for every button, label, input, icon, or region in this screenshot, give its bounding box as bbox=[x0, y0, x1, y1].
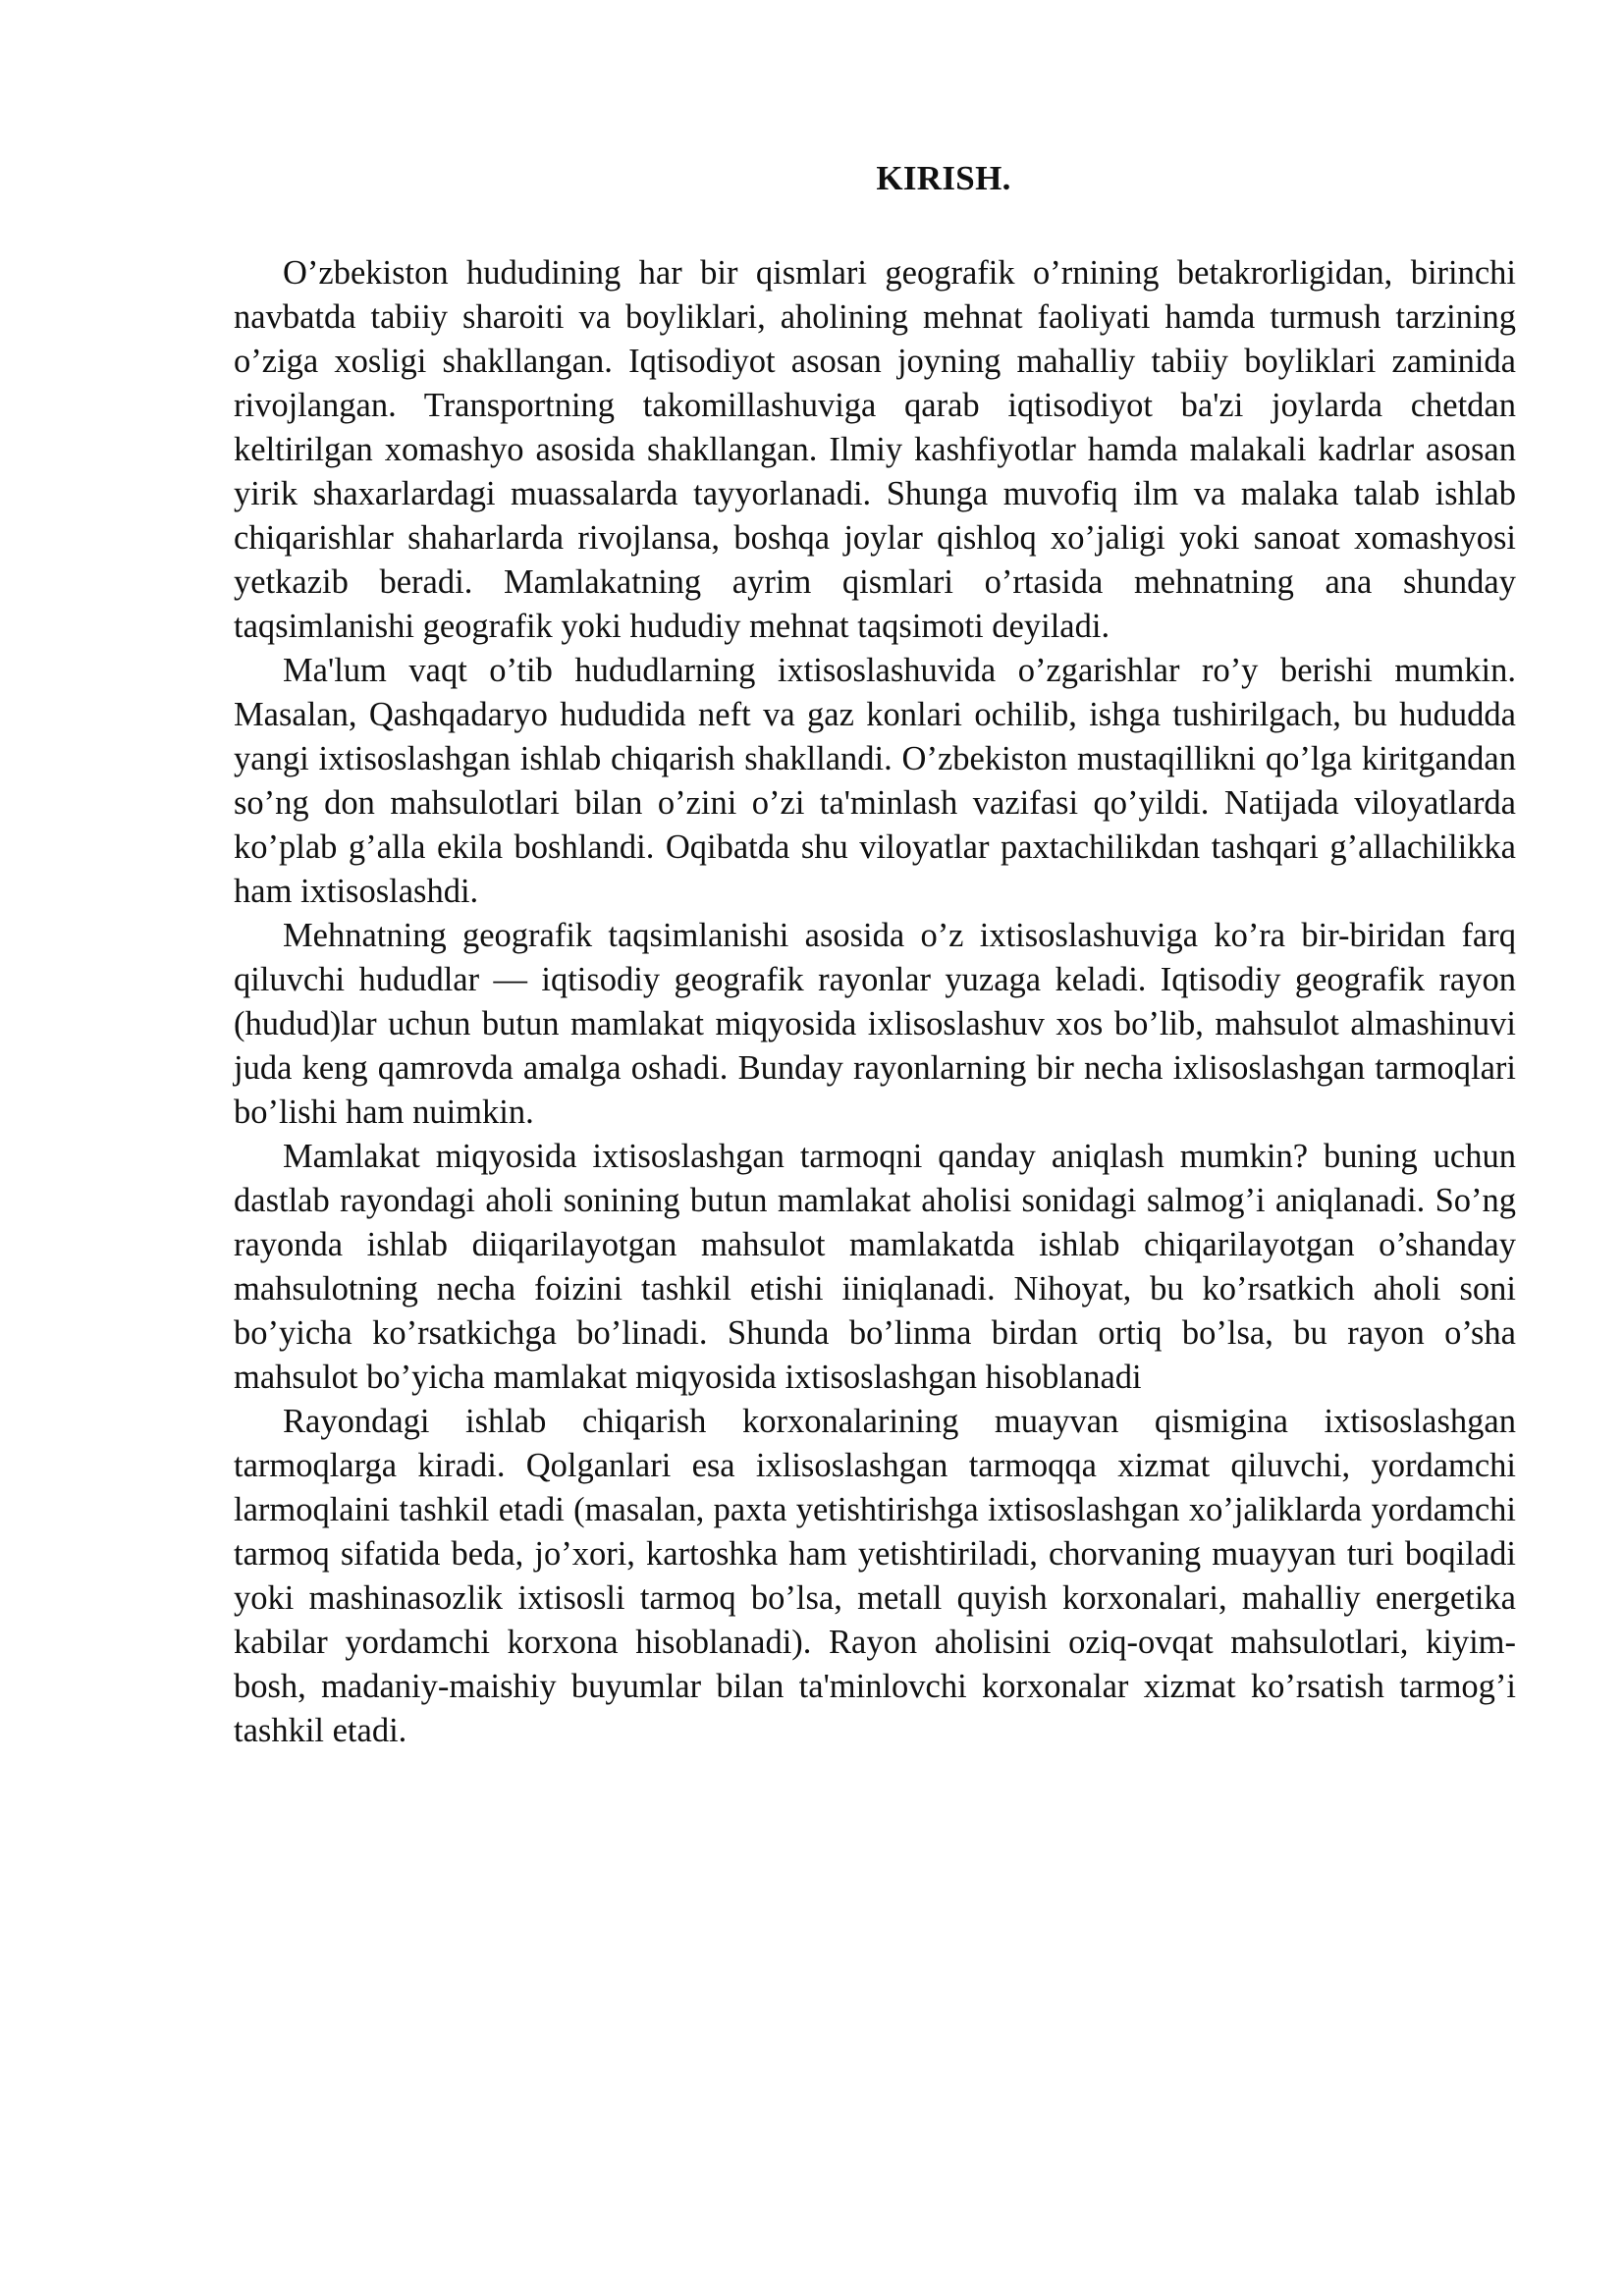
document-content bbox=[234, 155, 1516, 1753]
paragraph-2: Ma'lum vaqt o’tib hududlarning ixtisoslashuvida o’zgarishlar ro’y berishi mumkin. Masalan, Qashqadaryo hududida neft va gaz konlari ochilib, ishga tushirilgach, bu hududda yangi ixtisoslashgan ishlab chiqarish shakllandi. O’zbekiston mustaqillikni qo’lga kiritgandan so’ng don mahsulotlari bilan o’zini o’zi ta'minlash vazifasi qo’yildi. Natijada viloyatlarda ko’plab g’alla ekila boshlandi. Oqibatda shu viloyatlar paxtachilikdan tashqari g’allachilikka ham ixtisoslashdi. bbox=[234, 652, 1516, 910]
paragraph-5: Rayondagi ishlab chiqarish korxonalarining muayvan qismigina ixtisoslashgan tarmoqlarga kiradi. Qolganlari esa ixlisoslashgan tarmoqqa xizmat qiluvchi, yordamchi larmoqlaini tashkil etadi (masalan, paxta yetishtirishga ixtisoslashgan xo’jaliklarda yordamchi tarmoq sifatida beda, jo’xori, kartoshka ham yetishtiriladi, chorvaning muayyan turi boqiladi yoki mashinasozlik ixtisosli tarmoq bo’lsa, metall quyish korxonalari, mahalliy energetika kabilar yordamchi korxona hisoblanadi). Rayon aholisini oziq-ovqat mahsulotlari, kiyim-bosh, madaniy-maishiy buyumlar bilan ta'minlovchi korxonalar xizmat ko’rsatish tarmog’i tashkil etadi. bbox=[234, 1403, 1516, 1749]
paragraph-4: Mamlakat miqyosida ixtisoslashgan tarmoqni qanday aniqlash mumkin? buning uchun dastlab rayondagi aholi sonining butun mamlakat aholisi sonidagi salmog’i aniqlanadi. So’ng rayonda ishlab diiqarilayotgan mahsulot mamlakatda ishlab chiqarilayotgan o’shanday mahsulotning necha foizini tashkil etishi iiniqlanadi. Nihoyat, bu ko’rsatkich aholi soni bo’yicha ko’rsatkichga bo’linadi. Shunda bo’linma birdan ortiq bo’lsa, bu rayon o’sha mahsulot bo’yicha mamlakat miqyosida ixtisoslashgan hisoblanadi bbox=[234, 1138, 1516, 1396]
paragraph-1: O’zbekiston hududining har bir qismlari geografik o’rnining betakrorligidan, birinchi navbatda tabiiy sharoiti va boyliklari, aholining mehnat faoliyati hamda turmush tarzining o’ziga xosligi shakllangan. Iqtisodiyot asosan joyning mahalliy tabiiy boyliklari zaminida rivojlangan. Transportning takomillashuviga qarab iqtisodiyot ba'zi joylarda chetdan keltirilgan xomashyo asosida shakllangan. Ilmiy kashfiyotlar hamda malakali kadrlar asosan yirik shaxarlardagi muassalarda tayyorlanadi. Shunga muvofiq ilm va malaka talab ishlab chiqarishlar shaharlarda rivojlansa, boshqa joylar qishloq xo’jaligi yoki sanoat xomashyosi yetkazib beradi. Mamlakatning ayrim qismlari o’rtasida mehnatning ana shunday taqsimlanishi geografik yoki hududiy mehnat taqsimoti deyiladi. bbox=[234, 254, 1516, 645]
body-text bbox=[234, 251, 1516, 1753]
paragraph-3: Mehnatning geografik taqsimlanishi asosida o’z ixtisoslashuviga ko’ra bir-biridan farq qiluvchi hududlar — iqtisodiy geografik rayonlar yuzaga keladi. Iqtisodiy geografik rayon (hudud)lar uchun butun mamlakat miqyosida ixlisoslashuv xos bo’lib, mahsulot almashinuvi juda keng qamrovda amalga oshadi. Bunday rayonlarning bir necha ixlisoslashgan tarmoqlari bo’lishi ham nuimkin. bbox=[234, 917, 1516, 1131]
page-title: KIRISH. bbox=[876, 159, 1011, 197]
